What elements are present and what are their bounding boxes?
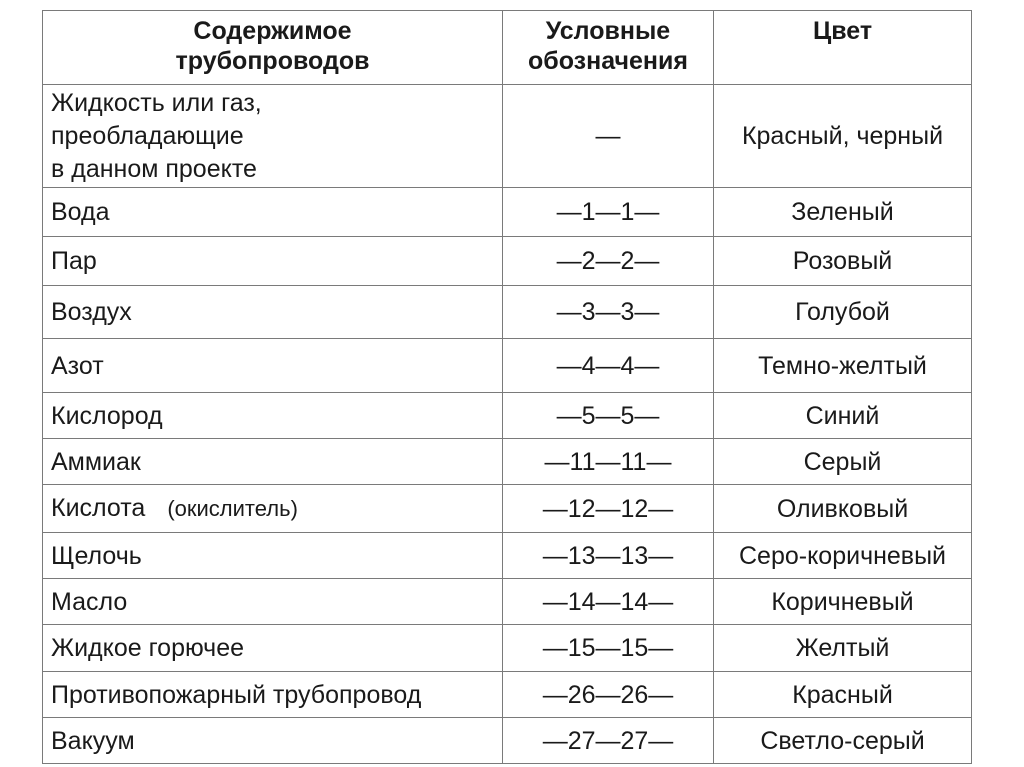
row-content-label: Кислота [51,494,146,522]
row-content [43,188,503,237]
table-row [43,625,972,672]
row-color: Серый [714,439,972,485]
table-row [43,533,972,579]
row-symbol: —15—15— [503,625,714,672]
row-color: Темно-желтый [714,339,972,393]
row-color: Красный [714,672,972,718]
row-content-line: Жидкость или газ, [51,88,262,117]
row-content-label: Вода [51,198,110,226]
row-content-label: Жидкое горючее [51,634,245,662]
table-row [43,672,972,718]
header-symbols-line: Условные [545,17,671,45]
row-symbol: —5—5— [503,393,714,439]
row-content [43,85,503,188]
pipeline-colors-table [42,10,972,764]
row-content-label: Вакуум [51,726,135,755]
row-symbol: —27—27— [503,718,714,764]
row-content [43,439,503,485]
row-color: Зеленый [714,188,972,237]
row-content [43,485,503,533]
row-content [43,579,503,625]
row-color: Серо-коричневый [714,533,972,579]
row-content-line: преобладающие [51,121,244,150]
table-row [43,286,972,339]
table-row [43,188,972,237]
header-content [43,11,503,85]
row-color: Красный, черный [714,85,972,188]
row-content [43,625,503,672]
table-row [43,339,972,393]
row-color: Синий [714,393,972,439]
header-row [43,11,972,85]
row-content [43,533,503,579]
header-symbols [503,11,714,85]
table-row [43,393,972,439]
row-symbol: —13—13— [503,533,714,579]
row-color: Голубой [714,286,972,339]
header-content-line: трубопроводов [175,47,370,75]
row-color: Оливковый [714,485,972,533]
header-content-line: Содержимое [193,17,352,45]
row-content [43,286,503,339]
row-content-label: Масло [51,587,128,616]
table-row [43,85,972,188]
row-content-note: (окислитель) [167,496,298,521]
row-symbol: —14—14— [503,579,714,625]
header-color [714,11,972,85]
row-symbol: —2—2— [503,237,714,286]
table-row [43,718,972,764]
row-content [43,718,503,764]
row-content-line: в данном проекте [51,154,257,183]
row-symbol: —4—4— [503,339,714,393]
table-row [43,485,972,533]
row-symbol: — [503,85,714,188]
row-content [43,672,503,718]
header-color-label: Цвет [812,17,873,45]
row-symbol: —3—3— [503,286,714,339]
row-content [43,237,503,286]
row-symbol: —26—26— [503,672,714,718]
row-color: Коричневый [714,579,972,625]
table-row [43,439,972,485]
row-content-label: Воздух [51,298,132,326]
table-row [43,579,972,625]
row-content-label: Азот [51,351,104,380]
row-color: Светло-серый [714,718,972,764]
row-content-label: Кислород [51,401,163,430]
row-content [43,339,503,393]
row-content-label: Пар [51,247,97,275]
row-content-label: Щелочь [51,541,142,570]
row-color: Желтый [714,625,972,672]
row-content-label: Противопожарный трубопровод [51,680,422,709]
table-row [43,237,972,286]
row-symbol: —12—12— [503,485,714,533]
row-color: Розовый [714,237,972,286]
header-symbols-line: обозначения [528,47,688,75]
row-symbol: —1—1— [503,188,714,237]
row-content-label: Аммиак [51,447,141,476]
row-symbol: —11—11— [503,439,714,485]
row-content [43,393,503,439]
